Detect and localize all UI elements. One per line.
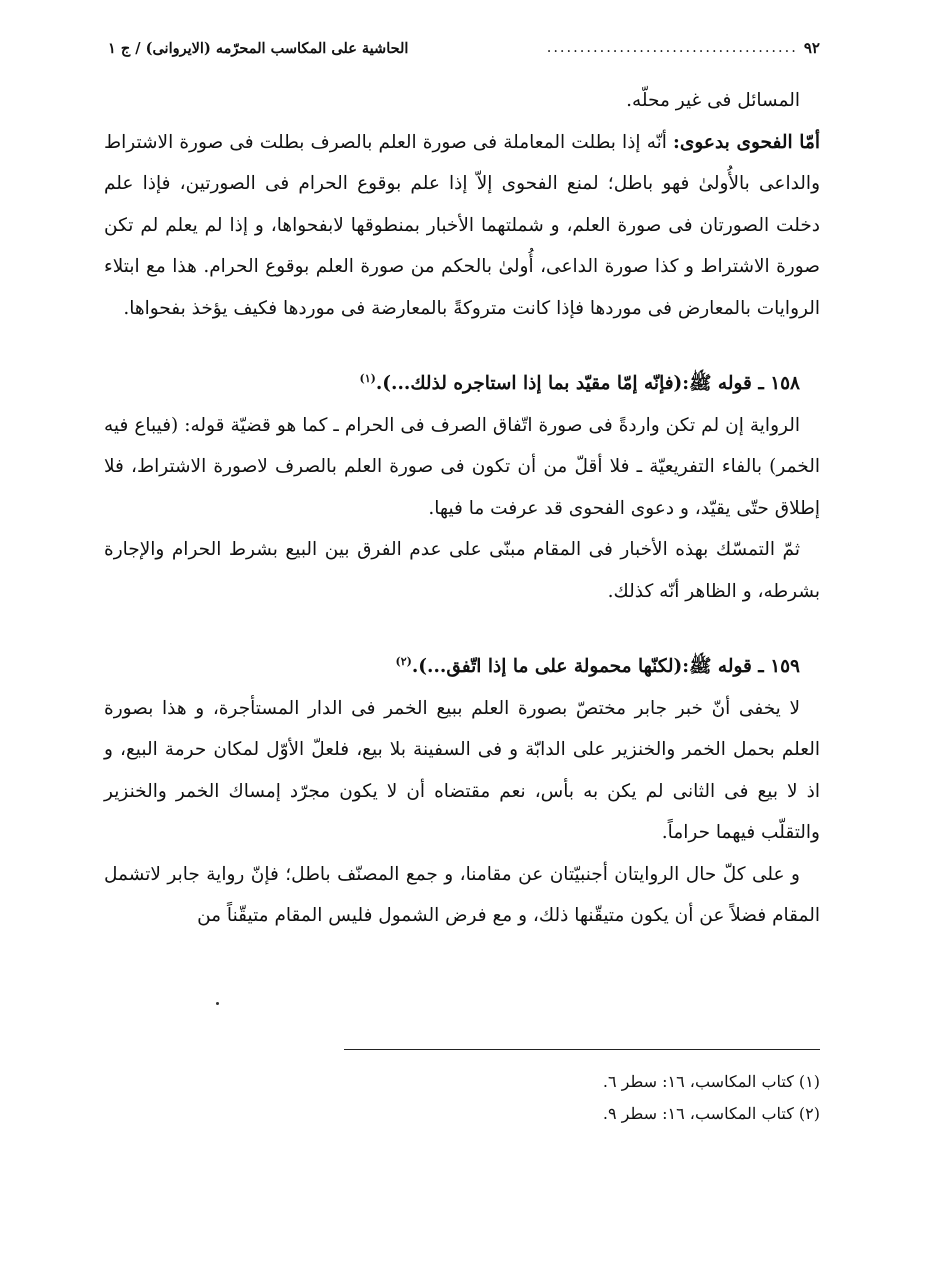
paragraph-4: ثمّ التمسّك بهذه الأخبار فى المقام مبنّى على عدم الفرق بين البيع بشرط الحرام والإجارة بشرطه، و الظاهر أنّه كذلك. bbox=[104, 539, 820, 602]
page-number: ٩٢ bbox=[803, 39, 820, 57]
heading-159 bbox=[104, 646, 820, 688]
footnote-ref-1[interactable]: (١) bbox=[359, 371, 376, 385]
paragraph-3: الرواية إن لم تكن واردةً فى صورة اتّفاق الصرف فى الحرام ـ كما هو قضيّة قوله: (فيباع فيه الخمر) بالفاء التفريعيّة ـ فلا أقلّ من أن تكون فى صورة العلم بالصرف لاصورة الاشتراط، فلا إطلاق حتّى يقيّد، و دعوى الفحوى قد عرفت ما فيها. bbox=[104, 414, 820, 519]
paragraph-5: لا يخفى أنّ خبر جابر مختصّ بصورة العلم ببيع الخمر فى الدار المستأجرة، و هذا بصورة العلم بحمل الخمر والخنزير على الدابّة و فى السفينة بلا بيع، فلعلّ الأوّل لمكان حرمة البيع، و اذ لا بيع فى الثانى لم يكن به بأس، نعم مقتضاه أن لا يكون مجرّد إمساك الخمر والخنزير والتقلّب فيهما حراماً. bbox=[104, 697, 820, 843]
paragraph-2-lead: أمّا الفحوى بدعوى: bbox=[673, 131, 820, 153]
paragraph-2-text: أنّه إذا بطلت المعاملة فى صورة العلم بالصرف بطلت فى صورة الاشتراط والداعى بالأُولىٰ فهو باطل؛ لمنع الفحوى إلاّ إذا علم بوقوع الحرام فى الصورتين، فإذا علم دخلت الصورتان فى صورة العلم، و شملتهما الأخبار بمنطوقها لابفحواها، و إذا لم يعلم لم تكن صورة الاشتراط و كذا صورة الداعى، أُولىٰ بالحكم من صورة العلم بوقوع الحرام. هذا مع ابتلاء الروايات بالمعارض فى موردها فإذا كانت متروكةً بالمعارضة فى موردها فكيف يؤخذ بفحواها. bbox=[104, 131, 820, 319]
header-leader-dots: ...................................... bbox=[546, 40, 798, 56]
main-text bbox=[104, 80, 820, 937]
footnote-separator bbox=[344, 1049, 820, 1050]
heading-159-text: ١٥٩ ـ قوله ﷺ:(لكنّها محمولة على ما إذا اتّفق...). bbox=[411, 656, 800, 677]
footnote-2: (٢) كتاب المكاسب، ١٦: سطر ٩. bbox=[602, 1104, 820, 1123]
paragraph-1: المسائل فى غير محلّه. bbox=[626, 90, 800, 111]
paragraph-6: و على كلّ حال الروايتان أجنبيّتان عن مقامنا، و جمع المصنّف باطل؛ فإنّ رواية جابر لاتشمل المقام فضلاً عن أن يكون متيقّنها ذلك، و مع فرض الشمول فليس المقام متيقّناً من bbox=[104, 863, 820, 926]
paragraph-2 bbox=[104, 122, 820, 330]
heading-158 bbox=[104, 363, 820, 405]
footnote-1: (١) كتاب المكاسب، ١٦: سطر ٦. bbox=[602, 1072, 820, 1091]
header-title: الحاشية على المكاسب المحرّمه (الايروانى) / ج ١ bbox=[108, 39, 409, 57]
footnotes bbox=[344, 1066, 820, 1130]
print-speck bbox=[216, 1002, 219, 1005]
heading-158-text: ١٥٨ ـ قوله ﷺ:(فإنّه إمّا مقيّد بما إذا استاجره لذلك...). bbox=[375, 373, 800, 394]
footnote-ref-2[interactable]: (٢) bbox=[395, 654, 412, 668]
running-header bbox=[108, 36, 820, 60]
